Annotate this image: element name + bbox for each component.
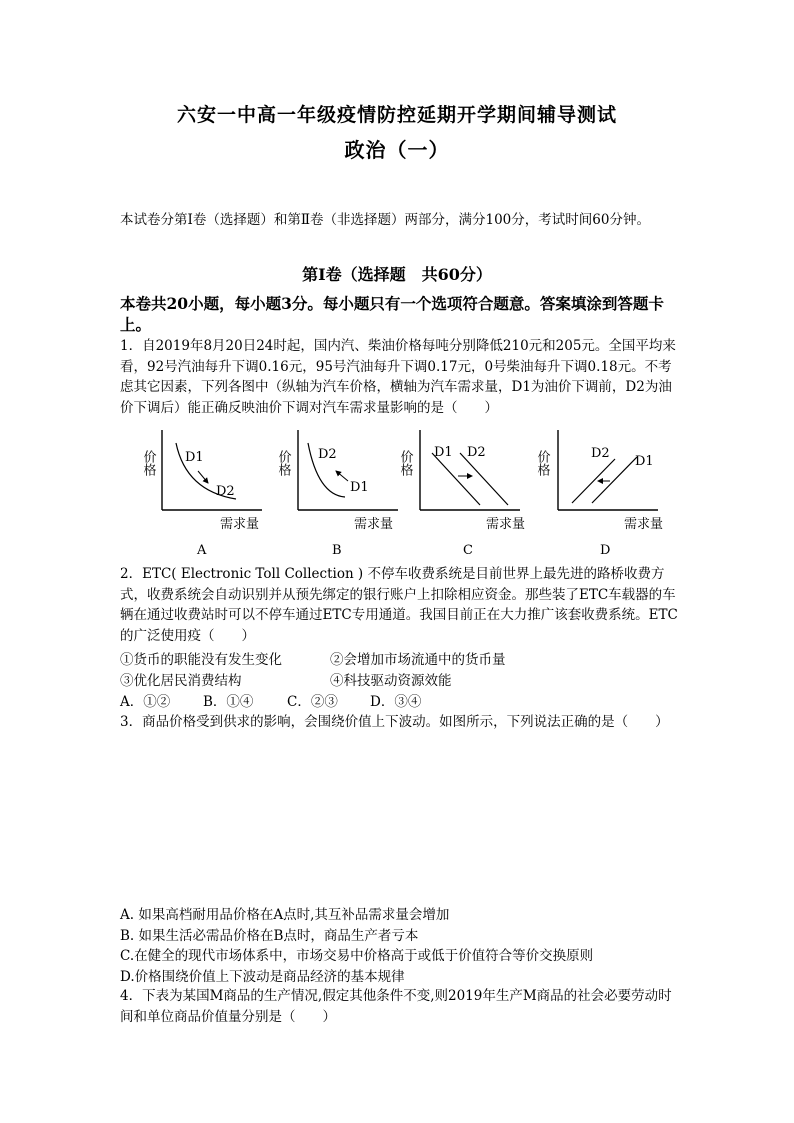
question-3-option-c: C.在健全的现代市场体系中，市场交易中价格高于或低于价值符合等价交换原则 (120, 948, 594, 964)
page-subtitle: 政治（一） (344, 138, 450, 162)
question-2-stem: 2．ETC( Electronic Toll Collection ) 不停车收费系统是目前世界上最先进的路桥收费方式，收费系统会自动识别并从预先绑定的银行账户上扣除相应资金。那些装了ETC车载器的车辆在通过收费站时可以不停车通过ETC专用通道。我国目前正在大力推广该套收费系统。ETC的广泛使用疫（ ） (120, 566, 678, 644)
graph-d-ylabel: 价格 (534, 450, 550, 476)
graph-d-xlabel: 需求量 (624, 517, 664, 532)
graph-d (535, 430, 664, 558)
question-2-item-4: ④科技驱动资源效能 (330, 673, 452, 689)
graph-c (398, 430, 526, 558)
question-3-option-d: D.价格围绕价值上下波动是商品经济的基本规律 (120, 969, 405, 985)
question-2-choice-c: C．②③ (287, 694, 338, 710)
graph-b (276, 430, 399, 558)
graph-a-shift-arrow (198, 471, 208, 483)
graph-b-curve-upper-label: D2 (318, 447, 337, 462)
section-instruction: 本卷共20小题，每小题3分。每小题只有一个选项符合题意。答案填涂到答题卡上。 (120, 294, 664, 334)
graph-d-letter: D (600, 543, 611, 558)
graph-a-xlabel: 需求量 (220, 517, 260, 532)
graph-b-ylabel: 价格 (275, 450, 291, 476)
question-2-choice-a: A．①② (120, 694, 171, 710)
exam-intro: 本试卷分第Ⅰ卷（选择题）和第Ⅱ卷（非选择题）两部分，满分100分，考试时间60分钟。 (120, 212, 650, 228)
graph-d-line-left-label: D2 (591, 446, 610, 461)
graph-b-curve-lower-label: D1 (350, 480, 369, 495)
question-2-item-2: ②会增加市场流通中的货币量 (330, 652, 506, 668)
graph-d-line-right (592, 457, 637, 503)
graph-a-letter: A (197, 543, 207, 558)
graph-d-line-right-label: D1 (635, 454, 654, 469)
question-2-choice-b: B．①④ (203, 694, 254, 710)
section-heading: 第Ⅰ卷（选择题 共60分） (302, 265, 492, 284)
question-3-option-b: B. 如果生活必需品价格在B点时，商品生产者亏本 (120, 928, 419, 944)
graph-c-line-right-label: D2 (467, 445, 486, 460)
question-4-stem: 4．下表为某国M商品的生产情况,假定其他条件不变,则2019年生产M商品的社会必要劳动时间和单位商品价值量分别是（ ） (120, 988, 672, 1025)
question-2-item-3: ③优化居民消费结构 (120, 673, 242, 689)
graph-a-curve-lower-label: D2 (216, 484, 235, 499)
graph-c-line-right (460, 453, 508, 505)
question-3-stem: 3．商品价格受到供求的影响，会围绕价值上下波动。如图所示，下列说法正确的是（ ） (120, 714, 669, 730)
graph-c-xlabel: 需求量 (486, 517, 526, 532)
graph-a-curve-upper-label: D1 (185, 450, 204, 465)
demand-graphs-svg (140, 425, 680, 560)
question-1-stem: 1．自2019年8月20日24时起，国内汽、柴油价格每吨分别降低210元和205元。全国平均来看，92号汽油每升下调0.16元，95号汽油每升下调0.17元，0号柴油每升下调0.18元。不考虑其它因素，下列各图中（纵轴为汽车价格，横轴为汽车需求量，D1为油价下调前，D2为油价下调后）能正确反映油价下调对汽车需求量影响的是（ ） (120, 338, 676, 416)
graph-c-letter: C (463, 543, 473, 558)
graph-b-shift-arrow (336, 471, 348, 481)
graph-b-xlabel: 需求量 (354, 517, 394, 532)
question-2-item-1: ①货币的职能没有发生变化 (120, 652, 282, 668)
graph-c-line-left (432, 453, 480, 505)
question-2-choice-d: D．③④ (370, 694, 422, 710)
graph-a-ylabel: 价格 (140, 450, 156, 476)
graph-c-line-left-label: D1 (434, 445, 453, 460)
graph-b-letter: B (332, 543, 342, 558)
question-3-option-a: A. 如果高档耐用品价格在A点时,其互补品需求量会增加 (120, 907, 450, 923)
graph-c-ylabel: 价格 (397, 450, 413, 476)
question-1-graphs (140, 425, 680, 560)
page-title: 六安一中高一年级疫情防控延期开学期间辅导测试 (176, 104, 617, 126)
graph-a (141, 430, 263, 558)
